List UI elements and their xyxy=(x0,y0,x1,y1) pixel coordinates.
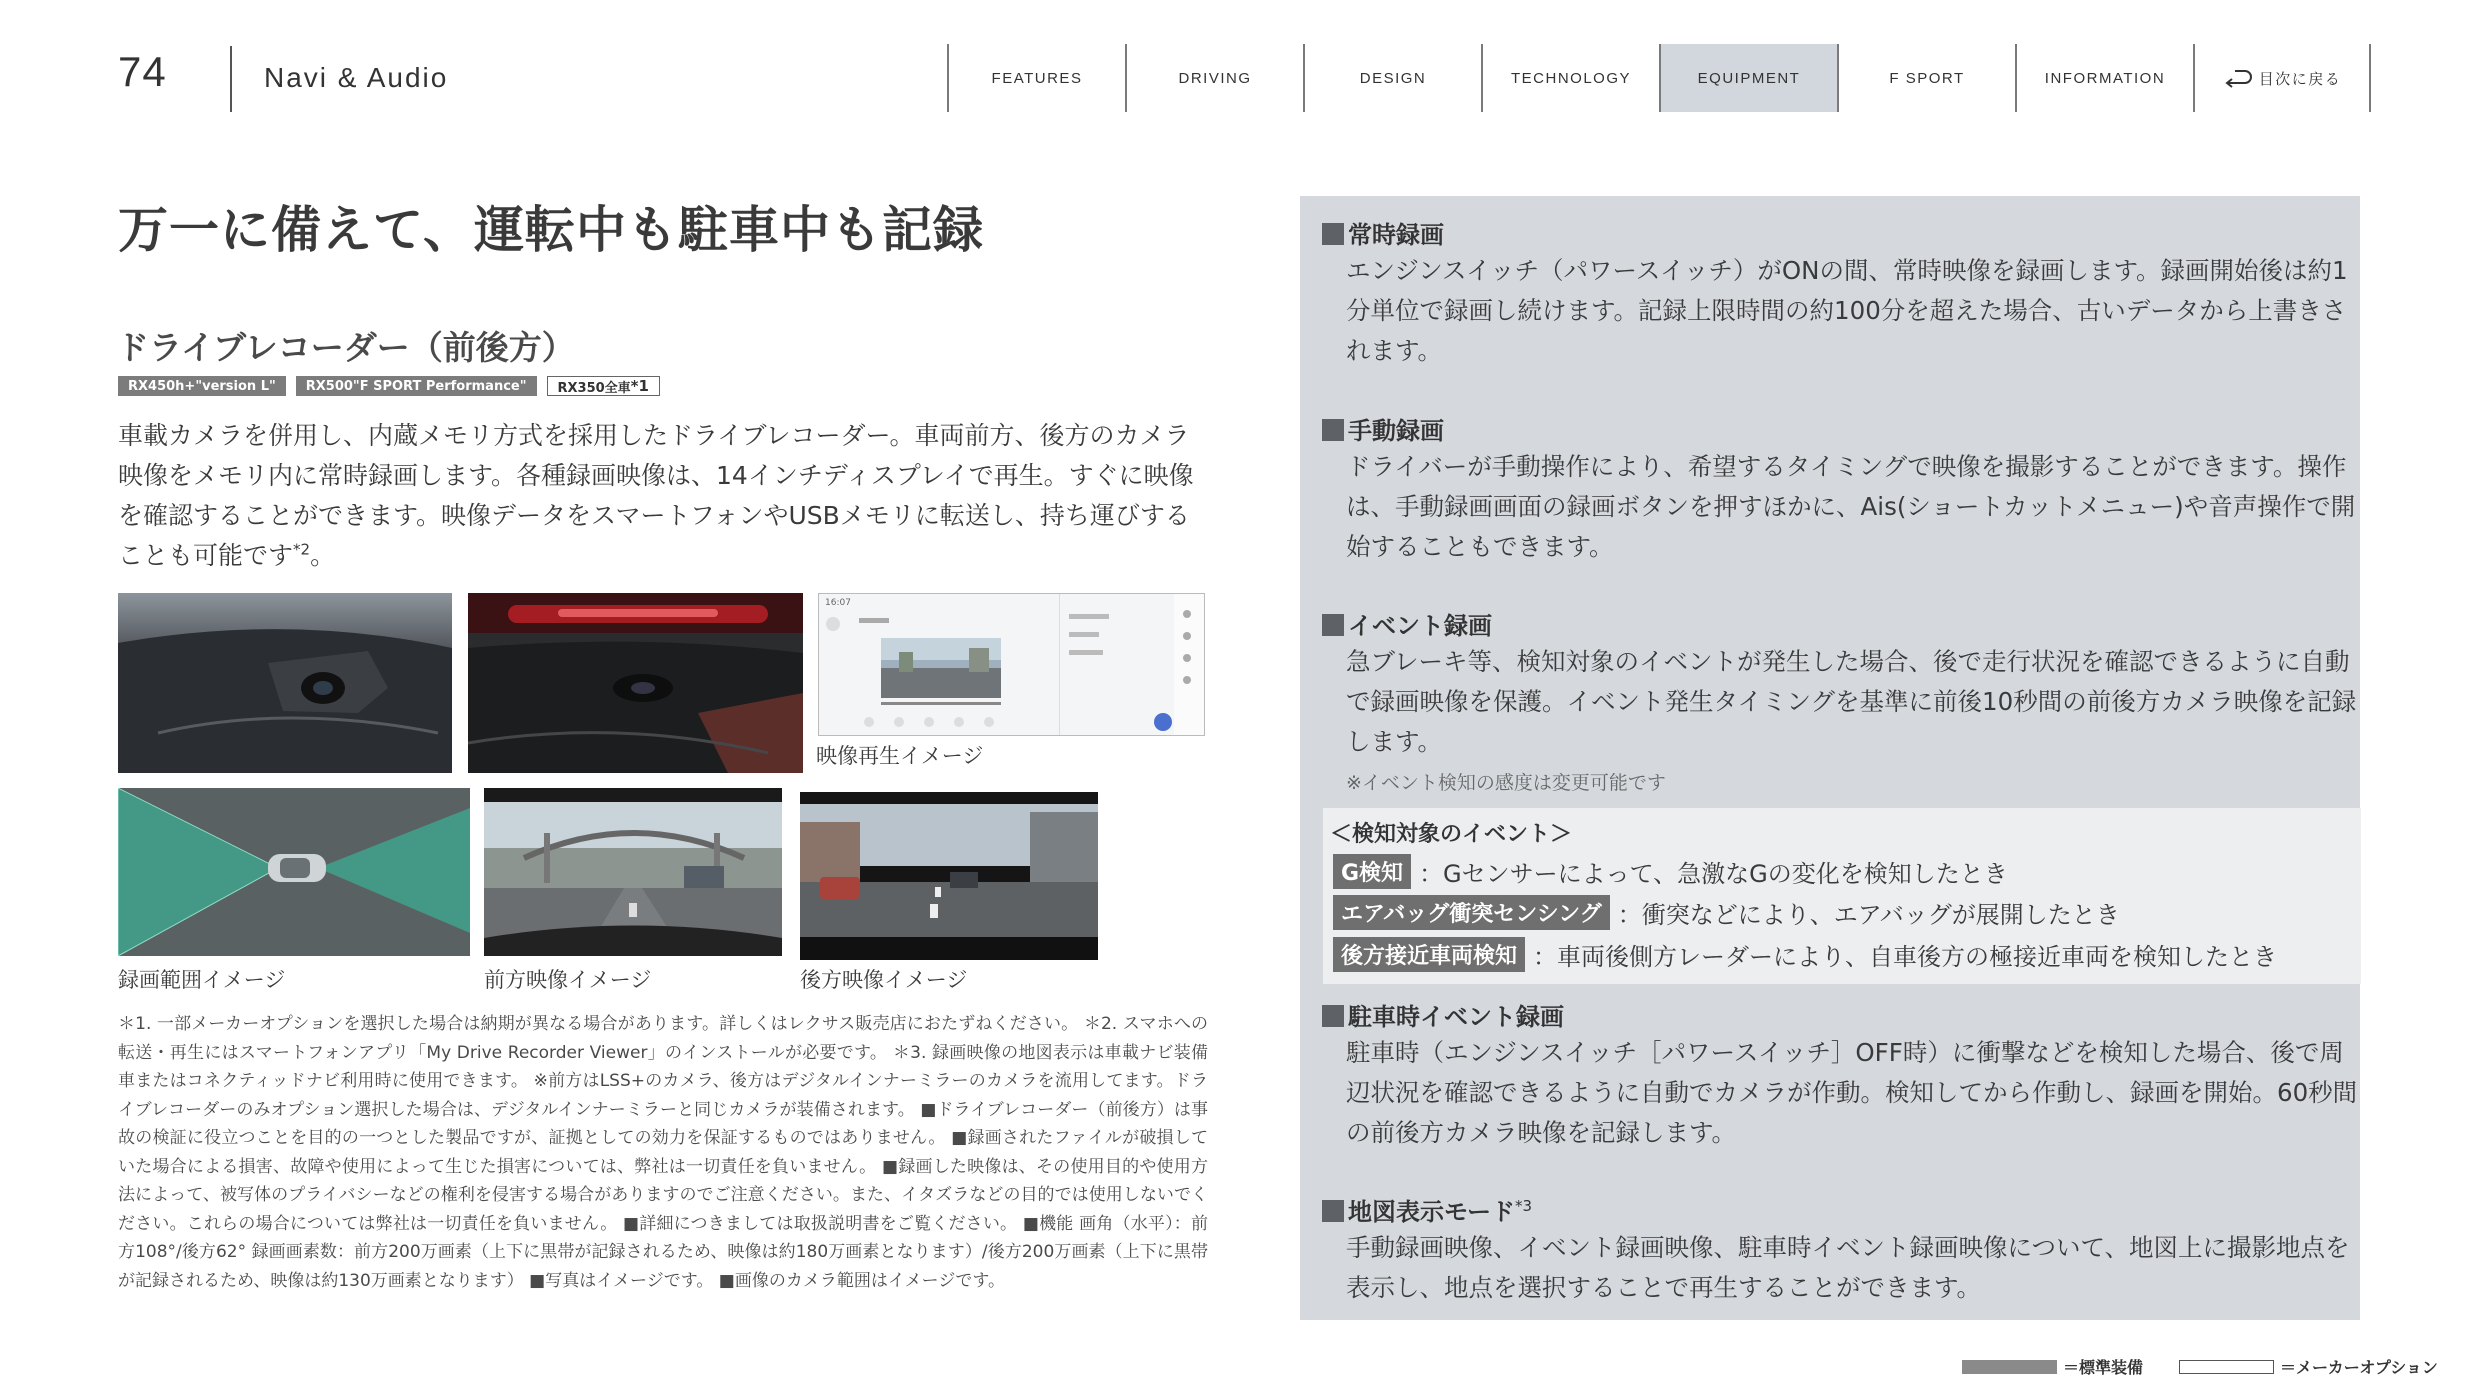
intro-text: 車載カメラを併用し、内蔵メモリ方式を採用したドライブレコーダー。車両前方、後方のカメラ映像をメモリ内に常時録画します。各種録画映像は、14インチディスプレイで再生。すぐに映像を確認することができます。映像データをスマートフォンやUSBメモリに転送し、持ち運びすることも可能です xyxy=(118,421,1194,570)
caption-range: 録画範囲イメージ xyxy=(118,968,286,992)
heading-square-icon xyxy=(1322,223,1344,245)
event-sensitivity-note: ※イベント検知の感度は変更可能です xyxy=(1346,772,1666,794)
heading-text: 手動録画 xyxy=(1348,417,1444,445)
legend-option-label: ＝メーカーオプション xyxy=(2280,1358,2438,1377)
grade-badge-standard-2: RX500"F SPORT Performance" xyxy=(296,376,537,396)
section-heading-map xyxy=(1322,1192,1532,1227)
tab-driving[interactable]: DRIVING xyxy=(1125,44,1303,112)
event-tag-rear-approach: 後方接近車両検知 xyxy=(1333,937,1525,972)
tab-technology[interactable]: TECHNOLOGY xyxy=(1481,44,1659,112)
photo-recording-range xyxy=(118,788,470,956)
photo-rear-view xyxy=(800,792,1098,960)
header-divider xyxy=(230,46,232,112)
top-nav xyxy=(947,44,2371,112)
heading-square-icon xyxy=(1322,1200,1344,1222)
event-text-g: ：Gセンサーによって、急激なGの変化を検知したとき xyxy=(1419,860,2008,888)
screen-time: 16:07 xyxy=(825,598,851,608)
heading-square-icon xyxy=(1322,614,1344,636)
tab-features[interactable]: FEATURES xyxy=(947,44,1125,112)
heading-square-icon xyxy=(1322,419,1344,441)
intro-end: 。 xyxy=(310,541,336,570)
grade-badge-standard-1: RX450h+"version L" xyxy=(118,376,286,396)
section-body-parking: 駐車時（エンジンスイッチ［パワースイッチ］OFF時）に衝撃などを検知した場合、後で周辺状況を確認できるように自動でカメラが作動。検知してから作動し、録画を開始。60秒間の前後方カメラ映像を記録します。 xyxy=(1346,1038,2358,1147)
section-body-continuous: エンジンスイッチ（パワースイッチ）がONの間、常時映像を録画します。録画開始後は約1分単位で録画し続けます。記録上限時間の約100分を超えた場合、古いデータから上書きされます。 xyxy=(1346,256,2348,365)
legend xyxy=(1962,1355,2438,1378)
event-text-airbag: ：衝突などにより、エアバッグが展開したとき xyxy=(1617,901,2120,929)
photo-front-camera xyxy=(118,593,452,773)
heading-text: 地図表示モード xyxy=(1348,1198,1516,1226)
grade-badges xyxy=(118,376,660,396)
heading-sup: *3 xyxy=(1515,1197,1533,1215)
page-number: 74 xyxy=(118,48,167,95)
back-label: 目次に戻る xyxy=(2258,70,2342,88)
grade-badge-option: RX350全車 *1 xyxy=(547,376,660,396)
heading-square-icon xyxy=(1322,1005,1344,1027)
heading-text: イベント録画 xyxy=(1348,612,1492,640)
grade-badge-option-label: RX350全車 xyxy=(557,380,631,396)
legend-option-swatch xyxy=(2179,1360,2274,1374)
legend-standard-label: ＝標準装備 xyxy=(2063,1358,2144,1377)
intro-sup: *2 xyxy=(293,540,311,559)
intro-paragraph xyxy=(118,416,1208,576)
footnotes: ＊1. 一部メーカーオプションを選択した場合は納期が異なる場合があります。詳しくはレクサス販売店におたずねください。 ＊2. スマホへの転送・再生にはスマートフォンアプリ「My Drive Recorder Viewer」のインストールが必要です。 ＊3. 録画映像の地図表示は車載ナビ装備車またはコネクティッドナビ利用時に使用できます。 ※前方はLSS+のカメラ、後方はデジタルインナーミラーのカメラを流用してます。ドライブレコーダーのみオプション選択した場合は、デジタルインナーミラーと同じカメラが装備されます。 ■ドライブレコーダー（前後方）は事故の検証に役立つことを目的の一つとした製品ですが、証拠としての効力を保証するものではありません。 ■録画されたファイルが破損していた場合による損害、故障や使用によって生じた損害については、弊社は一切責任を負いません。 ■録画した映像は、その使用目的や使用方法によって、被写体のプライバシーなどの権利を侵害する場合がありますのでご注意ください。また、イタズラなどの目的では使用しないでください。これらの場合については弊社は一切責任を負いません。 ■詳細につきましては取扱説明書をご覧ください。 ■機能 画角（水平）：前方108°/後方62° 録画画素数：前方200万画素（上下に黒帯が記録されるため、映像は約180万画素となります）/後方200万画素（上下に黒帯が記録されるため、映像は約130万画素となります） ■写真はイメージです。 ■画像のカメラ範囲はイメージです。 xyxy=(118,1014,1208,1291)
photo-front-view xyxy=(484,788,782,956)
event-text-rear-approach: ：車両後側方レーダーにより、自車後方の極接近車両を検知したとき xyxy=(1533,943,2278,971)
caption-rear: 後方映像イメージ xyxy=(800,968,968,992)
section-body-manual: ドライバーが手動操作により、希望するタイミングで映像を撮影することができます。操作は、手動録画画面の録画ボタンを押すほかに、Ais(ショートカットメニュー)や音声操作で開始することもできます。 xyxy=(1346,452,2356,561)
caption-playback: 映像再生イメージ xyxy=(816,744,984,768)
event-row-g xyxy=(1333,854,2008,889)
section-body-map: 手動録画映像、イベント録画映像、駐車時イベント録画映像について、地図上に撮影地点を表示し、地点を選択することで再生することができます。 xyxy=(1346,1233,2350,1302)
section-title: Navi & Audio xyxy=(264,62,449,93)
tab-design[interactable]: DESIGN xyxy=(1303,44,1481,112)
section-heading-event xyxy=(1322,606,1492,641)
photo-playback-screen xyxy=(818,593,1205,736)
event-list-title: ＜検知対象のイベント＞ xyxy=(1330,822,1573,847)
return-arrow-icon xyxy=(2223,68,2253,88)
tab-information[interactable]: INFORMATION xyxy=(2015,44,2193,112)
event-row-airbag xyxy=(1333,895,2120,930)
caption-front: 前方映像イメージ xyxy=(484,968,652,992)
section-body-event: 急ブレーキ等、検知対象のイベントが発生した場合、後で走行状況を確認できるように自動で録画映像を保護。イベント発生タイミングを基準に前後10秒間の前後方カメラ映像を記録します。 xyxy=(1346,647,2357,756)
legend-standard-swatch xyxy=(1962,1360,2057,1374)
event-tag-g: G検知 xyxy=(1333,854,1411,889)
section-heading-continuous xyxy=(1322,215,1444,250)
heading-text: 常時録画 xyxy=(1348,221,1444,249)
page-title: 万一に備えて、運転中も駐車中も記録 xyxy=(118,201,984,259)
event-row-rear-approach xyxy=(1333,937,2277,972)
section-heading-manual xyxy=(1322,411,1444,446)
section-heading-parking xyxy=(1322,997,1564,1032)
event-tag-airbag: エアバッグ衝突センシング xyxy=(1333,895,1610,930)
feature-subtitle: ドライブレコーダー（前後方） xyxy=(116,328,575,367)
tab-fsport[interactable]: F SPORT xyxy=(1837,44,2015,112)
photo-rear-camera xyxy=(468,593,803,773)
tab-equipment[interactable]: EQUIPMENT xyxy=(1659,44,1837,112)
heading-text: 駐車時イベント録画 xyxy=(1348,1003,1564,1031)
back-to-contents-button[interactable] xyxy=(2193,44,2371,112)
